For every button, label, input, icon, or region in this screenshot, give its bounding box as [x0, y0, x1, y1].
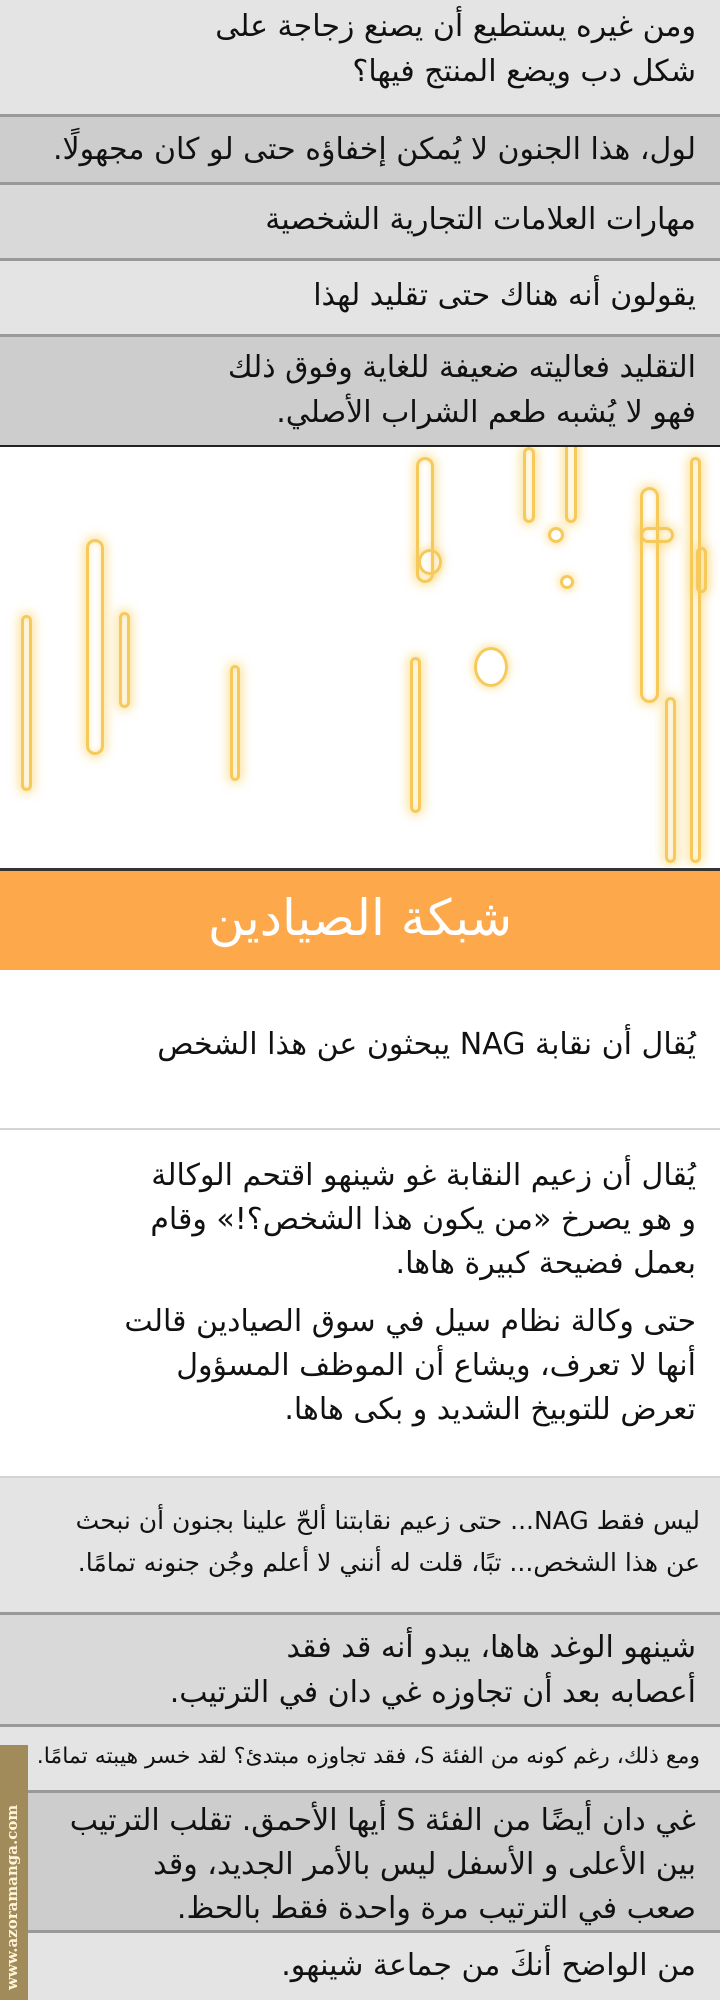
- light-streak: [565, 447, 577, 523]
- post-line: بين الأعلى و الأسفل ليس بالأمر الجديد، وقد: [153, 1847, 696, 1882]
- post-line: يُقال أن نقابة NAG يبحثون عن هذا الشخص: [157, 1027, 696, 1062]
- light-streak: [696, 547, 707, 593]
- top-panel-3: [0, 182, 720, 258]
- post-line: غي دان أيضًا من الفئة S أيها الأحمق. تقلب الترتيب: [69, 1803, 696, 1838]
- post-line: أعصابه بعد أن تجاوزه غي دان في الترتيب.: [169, 1675, 696, 1710]
- light-streak: [86, 539, 104, 755]
- light-streak: [665, 697, 676, 863]
- post-line: يُقال أن زعيم النقابة غو شينهو اقتحم الوكالة: [151, 1158, 696, 1193]
- post-3: [0, 1478, 720, 1612]
- post-line: حتى وكالة نظام سيل في سوق الصيادين قالت: [124, 1304, 696, 1339]
- light-streak: [640, 527, 674, 543]
- light-streaks-illustration: [0, 447, 720, 867]
- watermark-text: www.azoramanga.com: [3, 1804, 21, 1990]
- panel-line: يقولون أنه هناك حتى تقليد لهذا: [313, 278, 696, 313]
- post-line: عن هذا الشخص... تبًا، قلت له أنني لا أعلم وجُن جنونه تمامًا.: [77, 1548, 700, 1577]
- post-2: [0, 1130, 720, 1476]
- panel-line: شكل دب ويضع المنتج فيها؟: [352, 54, 696, 89]
- light-ring: [418, 549, 442, 575]
- post-line: ليس فقط NAG... حتى زعيم نقابتنا ألحّ علينا بجنون أن نبحث: [75, 1506, 700, 1535]
- watermark-strip: [0, 1745, 28, 2000]
- post-4: [0, 1612, 720, 1724]
- top-panel-4: [0, 258, 720, 334]
- light-ring: [548, 527, 564, 543]
- post-1: [0, 970, 720, 1128]
- panel-line: التقليد فعاليته ضعيفة للغاية وفوق ذلك: [227, 350, 696, 385]
- light-streak: [410, 657, 421, 813]
- post-line: بعمل فضيحة كبيرة هاها.: [395, 1246, 696, 1281]
- light-streak: [640, 487, 659, 703]
- light-ring: [474, 647, 508, 687]
- top-panel-2: [0, 114, 720, 182]
- post-5: [0, 1724, 720, 1790]
- light-streak: [21, 615, 32, 791]
- section-title: شبكة الصيادين: [207, 889, 513, 947]
- post-line: صعب في الترتيب مرة واحدة فقط بالحظ.: [176, 1891, 696, 1926]
- top-panel-5: [0, 334, 720, 448]
- panel-line: لول، هذا الجنون لا يُمكن إخفاؤه حتى لو كان مجهولًا.: [53, 132, 696, 167]
- light-streak: [523, 447, 535, 523]
- light-streak: [690, 457, 701, 863]
- post-line: من الواضح أنكَ من جماعة شينهو.: [281, 1948, 696, 1983]
- post-line: شينهو الوغد هاها، يبدو أنه قد فقد: [286, 1630, 696, 1665]
- top-panel-1: [0, 0, 720, 114]
- panel-line: فهو لا يُشبه طعم الشراب الأصلي.: [276, 395, 696, 430]
- light-streak: [119, 612, 130, 708]
- light-ring: [560, 575, 574, 589]
- post-7: [0, 1930, 720, 2000]
- panel-line: ومن غيره يستطيع أن يصنع زجاجة على: [215, 9, 696, 44]
- post-line: أنها لا تعرف، ويشاع أن الموظف المسؤول: [176, 1348, 696, 1383]
- post-line: ومع ذلك، رغم كونه من الفئة S، فقد تجاوزه مبتدئ؟ لقد خسر هيبته تمامًا.: [36, 1744, 700, 1769]
- section-banner: [0, 868, 720, 970]
- panel-line: مهارات العلامات التجارية الشخصية: [265, 202, 696, 237]
- post-6: [0, 1790, 720, 1930]
- post-line: و هو يصرخ «من يكون هذا الشخص؟!» وقام: [150, 1202, 696, 1237]
- post-line: تعرض للتوبيخ الشديد و بكى هاها.: [284, 1392, 696, 1427]
- light-streak: [230, 665, 240, 781]
